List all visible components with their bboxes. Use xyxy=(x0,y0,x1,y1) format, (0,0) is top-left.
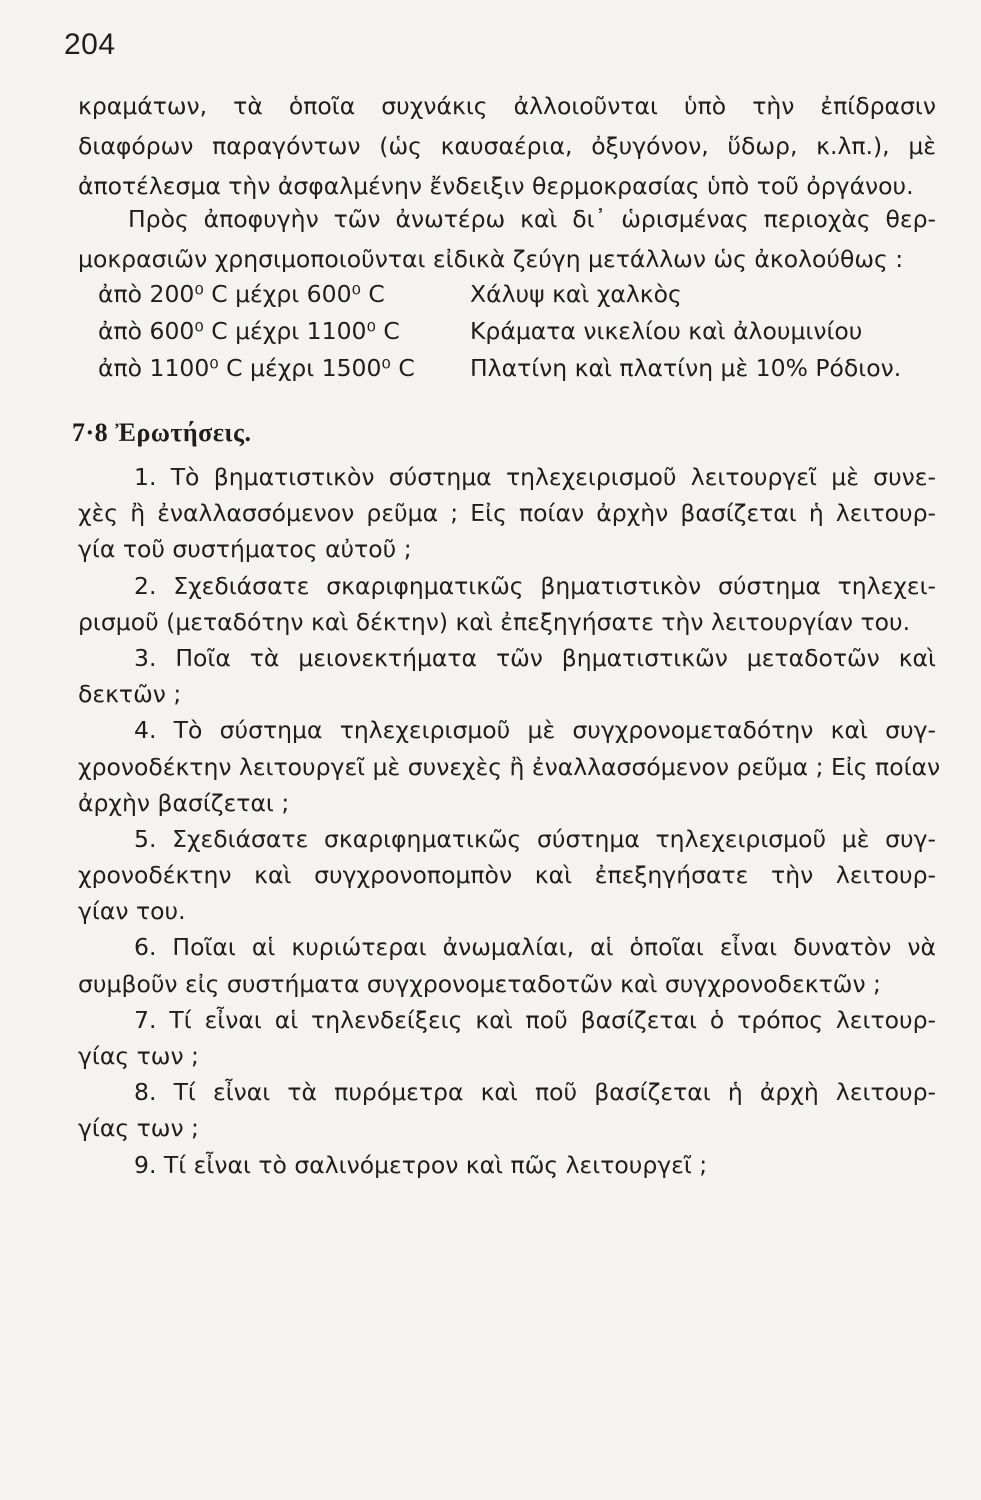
text-line: κραμάτων, τὰ ὁποῖα συχνάκις ἀλλοιοῦνται ὑπὸ τὴν ἐπίδρασιν xyxy=(78,92,936,120)
question-line: 4. Τὸ σύστημα τηλεχειρισμοῦ μὲ συγχρονομεταδότην καὶ συγ- xyxy=(134,716,936,745)
question-item xyxy=(78,1002,936,1074)
table-row xyxy=(98,350,928,387)
questions-list xyxy=(78,459,941,1183)
page-number: 204 xyxy=(64,28,116,61)
question-line: χὲς ἢ ἐναλλασσόμενον ρεῦμα ; Εἰς ποίαν ἀρχὴν βασίζεται ἡ λειτουρ- xyxy=(78,499,936,528)
question-line: 2. Σχεδιάσατε σκαριφηματικῶς βηματιστικὸν σύστημα τηλεχει- xyxy=(134,571,936,600)
paragraph-thermocouple-pairs xyxy=(78,199,936,279)
question-line: 9. Τί εἶναι τὸ σαλινόμετρον καὶ πῶς λειτουργεῖ ; xyxy=(134,1150,708,1179)
question-line: ἀρχὴν βασίζεται ; xyxy=(78,788,290,817)
question-line: δεκτῶν ; xyxy=(78,680,182,709)
question-line: 5. Σχεδιάσατε σκαριφηματικῶς σύστημα τηλεχειρισμοῦ μὲ συγ- xyxy=(134,824,936,853)
question-item xyxy=(78,712,941,821)
question-line: 1. Τὸ βηματιστικὸν σύστημα τηλεχειρισμοῦ λειτουργεῖ μὲ συνε- xyxy=(134,463,936,491)
question-item xyxy=(78,929,936,1001)
section-heading: 7·8 Ἐρωτήσεις. xyxy=(72,418,252,447)
text-line: Πρὸς ἀποφυγὴν τῶν ἀνωτέρω καὶ δι᾽ ὡρισμένας περιοχὰς θερ- xyxy=(128,205,936,233)
question-line: χρονοδέκτην λειτουργεῖ μὲ συνεχὲς ἢ ἐναλλασσόμενον ρεῦμα ; Εἰς ποίαν xyxy=(78,752,941,781)
question-line: 8. Τί εἶναι τὰ πυρόμετρα καὶ ποῦ βασίζεται ἡ ἀρχὴ λειτουρ- xyxy=(134,1078,936,1107)
metal-pair: Κράματα νικελίου καὶ ἀλουμινίου xyxy=(470,317,863,345)
temperature-range: ἀπὸ 600⁰ C μέχρι 1100⁰ C xyxy=(98,317,400,345)
temperature-range: ἀπὸ 1100⁰ C μέχρι 1500⁰ C xyxy=(98,354,415,382)
intro-paragraph xyxy=(78,86,936,206)
text-line: διαφόρων παραγόντων (ὡς καυσαέρια, ὀξυγόνον, ὕδωρ, κ.λπ.), μὲ xyxy=(78,132,936,160)
table-row xyxy=(98,313,928,350)
question-item xyxy=(78,568,936,640)
question-item xyxy=(78,459,936,568)
question-line: ρισμοῦ (μεταδότην καὶ δέκτην) καὶ ἐπεξηγήσατε τὴν λειτουργίαν του. xyxy=(78,607,911,636)
question-item xyxy=(78,1074,936,1146)
table-row xyxy=(98,276,928,313)
question-line: γία τοῦ συστήματος αὐτοῦ ; xyxy=(78,535,412,564)
text-line: ἀποτέλεσμα τὴν ἀσφαλμένην ἔνδειξιν θερμοκρασίας ὑπὸ τοῦ ὀργάνου. xyxy=(78,172,914,200)
question-line: 3. Ποῖα τὰ μειονεκτήματα τῶν βηματιστικῶν μεταδοτῶν καὶ xyxy=(134,643,936,672)
metal-pair: Πλατίνη καὶ πλατίνη μὲ 10% Ρόδιον. xyxy=(470,354,902,382)
question-line: χρονοδέκτην καὶ συγχρονοπομπὸν καὶ ἐπεξηγήσατε τὴν λειτουρ- xyxy=(78,861,936,890)
question-item xyxy=(78,1147,936,1183)
question-item xyxy=(78,640,936,712)
question-line: συμβοῦν εἰς συστήματα συγχρονομεταδοτῶν καὶ συγχρονοδεκτῶν ; xyxy=(78,969,881,998)
question-item xyxy=(78,821,936,930)
question-line: 6. Ποῖαι αἱ κυριώτεραι ἀνωμαλίαι, αἱ ὁποῖαι εἶναι δυνατὸν νὰ xyxy=(134,933,936,962)
temperature-range-table xyxy=(98,276,928,387)
question-line: γίας των ; xyxy=(78,1042,199,1070)
question-line: γίαν του. xyxy=(78,897,186,926)
text-line: μοκρασιῶν χρησιμοποιοῦνται εἰδικὰ ζεύγη μετάλλων ὡς ἀκολούθως : xyxy=(78,245,904,273)
question-line: 7. Τί εἶναι αἱ τηλενδείξεις καὶ ποῦ βασίζεται ὁ τρόπος λειτουρ- xyxy=(134,1005,936,1034)
question-line: γίας των ; xyxy=(78,1114,199,1143)
temperature-range: ἀπὸ 200⁰ C μέχρι 600⁰ C xyxy=(98,280,385,308)
metal-pair: Χάλυψ καὶ χαλκὸς xyxy=(470,280,682,308)
